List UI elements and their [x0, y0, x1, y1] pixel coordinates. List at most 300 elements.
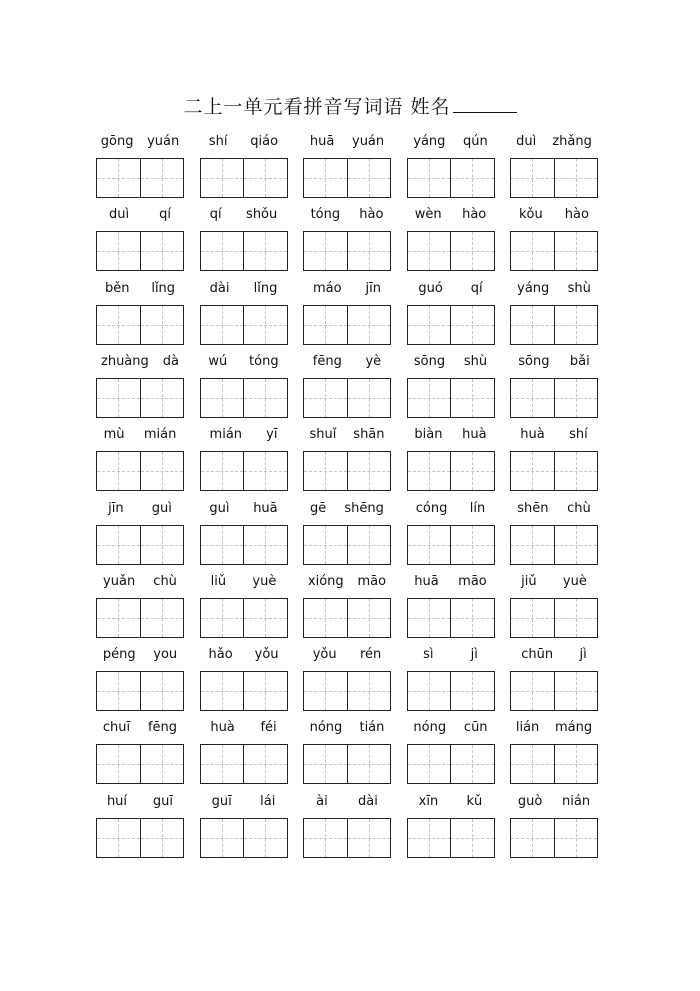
tianzige-box-pair — [407, 598, 495, 638]
word-item — [301, 647, 393, 717]
tianzige-box-pair — [200, 231, 288, 271]
word-item — [405, 354, 497, 424]
tianzige-box-pair — [407, 818, 495, 858]
tianzige-box[interactable] — [97, 745, 140, 783]
word-item — [94, 501, 186, 571]
tianzige-box[interactable] — [97, 379, 140, 417]
word-item — [198, 207, 290, 277]
tianzige-box[interactable] — [140, 672, 184, 710]
tianzige-box[interactable] — [408, 672, 451, 710]
pinyin-syllable: yáng — [413, 134, 446, 149]
pinyin-label — [301, 501, 393, 519]
tianzige-box[interactable] — [201, 819, 244, 857]
word-row — [94, 281, 602, 351]
tianzige-box[interactable] — [140, 232, 184, 270]
tianzige-box[interactable] — [243, 672, 287, 710]
tianzige-box-pair — [510, 158, 598, 198]
word-item — [94, 427, 186, 497]
tianzige-box[interactable] — [450, 452, 494, 490]
pinyin-syllable: máng — [555, 720, 593, 736]
pinyin-label — [508, 281, 600, 299]
tianzige-box[interactable] — [304, 819, 347, 857]
tianzige-box[interactable] — [511, 819, 554, 857]
word-item — [405, 427, 497, 497]
pinyin-syllable: chù — [567, 500, 591, 516]
tianzige-box[interactable] — [408, 159, 451, 197]
pinyin-label — [405, 427, 497, 445]
tianzige-box[interactable] — [97, 232, 140, 270]
tianzige-box[interactable] — [140, 819, 184, 857]
tianzige-box[interactable] — [140, 745, 184, 783]
word-item — [94, 354, 186, 424]
tianzige-box[interactable] — [201, 379, 244, 417]
pinyin-syllable: féi — [260, 720, 277, 736]
pinyin-syllable: huà — [462, 427, 487, 443]
tianzige-box[interactable] — [97, 526, 140, 564]
tianzige-box[interactable] — [140, 306, 184, 344]
tianzige-box[interactable] — [554, 379, 598, 417]
pinyin-syllable: shān — [353, 427, 385, 443]
tianzige-box[interactable] — [554, 745, 598, 783]
tianzige-box-pair — [407, 158, 495, 198]
pinyin-label — [508, 720, 600, 738]
word-item — [198, 281, 290, 351]
pinyin-label — [301, 574, 393, 592]
tianzige-box-pair — [200, 451, 288, 491]
tianzige-box[interactable] — [511, 745, 554, 783]
tianzige-box[interactable] — [243, 526, 287, 564]
word-row — [94, 794, 602, 864]
word-item — [94, 720, 186, 790]
tianzige-box[interactable] — [97, 159, 140, 197]
tianzige-box-pair — [510, 525, 598, 565]
word-item — [508, 134, 600, 204]
tianzige-box[interactable] — [347, 745, 391, 783]
pinyin-syllable: jì — [470, 647, 478, 663]
pinyin-syllable: dài — [209, 280, 230, 296]
pinyin-syllable: hào — [359, 207, 384, 223]
tianzige-box-pair — [96, 158, 184, 198]
pinyin-syllable: tóng — [310, 207, 341, 223]
tianzige-box[interactable] — [304, 745, 347, 783]
pinyin-label — [94, 354, 186, 372]
tianzige-box-pair — [510, 305, 598, 345]
pinyin-syllable: huà — [520, 427, 545, 443]
pinyin-syllable: shí — [208, 134, 228, 149]
pinyin-label — [301, 354, 393, 372]
pinyin-syllable: hào — [462, 207, 487, 223]
word-item — [508, 207, 600, 277]
word-item — [301, 427, 393, 497]
pinyin-label — [508, 574, 600, 592]
pinyin-syllable: kǔ — [466, 793, 483, 809]
word-item — [94, 574, 186, 644]
tianzige-box[interactable] — [511, 306, 554, 344]
tianzige-box[interactable] — [201, 306, 244, 344]
pinyin-syllable: huí — [106, 793, 128, 809]
word-item — [508, 354, 600, 424]
tianzige-box[interactable] — [347, 452, 391, 490]
tianzige-box[interactable] — [243, 379, 287, 417]
pinyin-syllable: sōng — [518, 353, 550, 369]
tianzige-box[interactable] — [511, 452, 554, 490]
pinyin-syllable: qí — [159, 207, 171, 223]
pinyin-label — [508, 134, 600, 152]
pinyin-syllable: qún — [462, 134, 488, 149]
tianzige-box-pair — [407, 305, 495, 345]
tianzige-box[interactable] — [304, 526, 347, 564]
pinyin-label — [198, 574, 290, 592]
tianzige-box[interactable] — [140, 599, 184, 637]
pinyin-label — [198, 427, 290, 445]
tianzige-box[interactable] — [450, 379, 494, 417]
pinyin-syllable: wú — [208, 353, 228, 369]
tianzige-box[interactable] — [140, 526, 184, 564]
pinyin-syllable: jīn — [365, 280, 382, 296]
word-item — [508, 647, 600, 717]
pinyin-label — [301, 207, 393, 225]
tianzige-box-pair — [303, 158, 391, 198]
word-item — [405, 134, 497, 204]
tianzige-box[interactable] — [450, 306, 494, 344]
pinyin-syllable: huā — [253, 500, 278, 516]
word-item — [405, 281, 497, 351]
tianzige-box[interactable] — [450, 526, 494, 564]
tianzige-box[interactable] — [408, 745, 451, 783]
pinyin-syllable: yī — [266, 427, 278, 443]
word-item — [301, 134, 393, 204]
pinyin-label — [198, 501, 290, 519]
pinyin-syllable: kǒu — [519, 207, 543, 223]
tianzige-box[interactable] — [304, 672, 347, 710]
pinyin-label — [301, 720, 393, 738]
word-item — [198, 501, 290, 571]
tianzige-box[interactable] — [97, 672, 140, 710]
tianzige-box[interactable] — [408, 526, 451, 564]
tianzige-box[interactable] — [201, 599, 244, 637]
pinyin-syllable: guì — [209, 500, 230, 516]
pinyin-syllable: you — [153, 647, 178, 663]
pinyin-syllable: hào — [564, 207, 589, 223]
tianzige-box[interactable] — [450, 159, 494, 197]
pinyin-syllable: mù — [103, 427, 125, 443]
tianzige-box[interactable] — [554, 232, 598, 270]
pinyin-syllable: guó — [418, 280, 443, 296]
pinyin-syllable: cóng — [415, 500, 448, 516]
tianzige-box[interactable] — [201, 452, 244, 490]
pinyin-syllable: hǎo — [208, 647, 233, 663]
pinyin-syllable: qí — [209, 207, 222, 223]
tianzige-box[interactable] — [408, 599, 451, 637]
tianzige-box[interactable] — [201, 745, 244, 783]
tianzige-box-pair — [407, 378, 495, 418]
tianzige-box[interactable] — [243, 452, 287, 490]
pinyin-label — [94, 720, 186, 738]
pinyin-syllable: sì — [423, 647, 434, 663]
tianzige-box[interactable] — [554, 526, 598, 564]
pinyin-syllable: dà — [162, 353, 179, 369]
tianzige-box[interactable] — [140, 159, 184, 197]
tianzige-box[interactable] — [450, 672, 494, 710]
tianzige-box-pair — [96, 231, 184, 271]
tianzige-box[interactable] — [554, 819, 598, 857]
tianzige-box-pair — [303, 378, 391, 418]
pinyin-syllable: yáng — [517, 280, 550, 296]
pinyin-syllable: huā — [414, 573, 439, 589]
tianzige-box[interactable] — [347, 599, 391, 637]
tianzige-box-pair — [96, 378, 184, 418]
tianzige-box[interactable] — [347, 819, 391, 857]
pinyin-syllable: gōng — [100, 134, 134, 149]
pinyin-syllable: shǒu — [246, 207, 278, 223]
title-text: 二上一单元看拼音写词语 姓名 — [183, 96, 451, 118]
word-item — [198, 134, 290, 204]
word-row — [94, 501, 602, 571]
tianzige-box-pair — [510, 598, 598, 638]
pinyin-syllable: sōng — [413, 353, 446, 369]
word-item — [94, 207, 186, 277]
tianzige-box-pair — [96, 525, 184, 565]
tianzige-box[interactable] — [347, 306, 391, 344]
tianzige-box[interactable] — [97, 819, 140, 857]
tianzige-box[interactable] — [511, 159, 554, 197]
pinyin-label — [405, 574, 497, 592]
pinyin-syllable: qí — [470, 280, 483, 296]
tianzige-box[interactable] — [201, 526, 244, 564]
pinyin-syllable: xióng — [307, 573, 344, 589]
pinyin-label — [508, 427, 600, 445]
tianzige-box[interactable] — [243, 159, 287, 197]
tianzige-box[interactable] — [511, 232, 554, 270]
pinyin-syllable: duì — [109, 207, 130, 223]
tianzige-box-pair — [200, 305, 288, 345]
pinyin-label — [198, 794, 290, 812]
pinyin-syllable: mián — [143, 427, 177, 443]
word-item — [301, 501, 393, 571]
pinyin-syllable: yuè — [562, 573, 587, 589]
word-item — [198, 354, 290, 424]
word-item — [94, 794, 186, 864]
word-item — [508, 720, 600, 790]
tianzige-box[interactable] — [97, 599, 140, 637]
word-item — [301, 281, 393, 351]
pinyin-syllable: rén — [360, 647, 382, 663]
pinyin-syllable: shēn — [517, 500, 549, 516]
pinyin-syllable: guī — [152, 793, 174, 809]
tianzige-box-pair — [200, 671, 288, 711]
tianzige-box[interactable] — [554, 599, 598, 637]
tianzige-box[interactable] — [511, 379, 554, 417]
pinyin-label — [405, 647, 497, 665]
word-item — [405, 720, 497, 790]
tianzige-box[interactable] — [347, 232, 391, 270]
tianzige-box-pair — [407, 525, 495, 565]
tianzige-box[interactable] — [408, 232, 451, 270]
tianzige-box-pair — [510, 378, 598, 418]
pinyin-label — [198, 354, 290, 372]
pinyin-syllable: mián — [209, 427, 243, 443]
pinyin-label — [198, 281, 290, 299]
tianzige-box[interactable] — [201, 159, 244, 197]
pinyin-syllable: shí — [569, 427, 588, 443]
tianzige-box[interactable] — [554, 159, 598, 197]
tianzige-box[interactable] — [304, 159, 347, 197]
tianzige-box[interactable] — [97, 306, 140, 344]
pinyin-syllable: duì — [516, 134, 537, 149]
tianzige-box[interactable] — [347, 379, 391, 417]
tianzige-box[interactable] — [408, 379, 451, 417]
tianzige-box[interactable] — [554, 306, 598, 344]
pinyin-label — [198, 207, 290, 225]
tianzige-box[interactable] — [304, 232, 347, 270]
tianzige-box[interactable] — [201, 232, 244, 270]
pinyin-label — [405, 501, 497, 519]
word-row — [94, 427, 602, 497]
tianzige-box[interactable] — [243, 232, 287, 270]
tianzige-box[interactable] — [450, 599, 494, 637]
tianzige-box[interactable] — [243, 599, 287, 637]
pinyin-syllable: dài — [358, 793, 378, 809]
tianzige-box[interactable] — [450, 745, 494, 783]
pinyin-label — [405, 794, 497, 812]
pinyin-syllable: bǎi — [569, 353, 590, 369]
tianzige-box-pair — [407, 671, 495, 711]
pinyin-syllable: nóng — [413, 720, 447, 736]
pinyin-syllable: lǐng — [253, 280, 278, 296]
pinyin-label — [198, 134, 290, 152]
tianzige-box[interactable] — [554, 452, 598, 490]
pinyin-label — [94, 207, 186, 225]
pinyin-syllable: nóng — [309, 720, 343, 736]
word-item — [198, 647, 290, 717]
pinyin-label — [301, 794, 393, 812]
pinyin-label — [94, 427, 186, 445]
tianzige-box[interactable] — [450, 819, 494, 857]
pinyin-syllable: yè — [365, 353, 382, 369]
tianzige-box-pair — [96, 305, 184, 345]
pinyin-label — [405, 354, 497, 372]
pinyin-label — [94, 794, 186, 812]
pinyin-syllable: guì — [151, 500, 172, 516]
pinyin-label — [94, 501, 186, 519]
tianzige-box-pair — [200, 525, 288, 565]
tianzige-box-pair — [303, 525, 391, 565]
word-item — [405, 794, 497, 864]
word-item — [198, 794, 290, 864]
pinyin-syllable: chuī — [102, 720, 131, 736]
pinyin-syllable: tóng — [249, 353, 279, 369]
pinyin-syllable: lín — [469, 500, 486, 516]
tianzige-box[interactable] — [243, 745, 287, 783]
word-row — [94, 354, 602, 424]
tianzige-box[interactable] — [511, 599, 554, 637]
pinyin-label — [508, 354, 600, 372]
tianzige-box[interactable] — [408, 306, 451, 344]
tianzige-box-pair — [96, 451, 184, 491]
pinyin-syllable: tián — [359, 720, 385, 736]
tianzige-box-pair — [303, 305, 391, 345]
tianzige-box[interactable] — [97, 452, 140, 490]
tianzige-box[interactable] — [140, 452, 184, 490]
pinyin-label — [198, 647, 290, 665]
pinyin-syllable: huà — [210, 720, 235, 736]
pinyin-syllable: běn — [104, 280, 130, 296]
pinyin-label — [405, 281, 497, 299]
word-item — [198, 574, 290, 644]
pinyin-label — [94, 281, 186, 299]
pinyin-label — [94, 647, 186, 665]
tianzige-box[interactable] — [511, 526, 554, 564]
word-row — [94, 647, 602, 717]
pinyin-syllable: yuè — [252, 573, 277, 589]
pinyin-label — [94, 134, 186, 152]
pinyin-syllable: lái — [260, 793, 276, 809]
word-item — [405, 207, 497, 277]
pinyin-syllable: jīn — [108, 500, 124, 516]
pinyin-syllable: nián — [562, 793, 591, 809]
tianzige-box[interactable] — [201, 672, 244, 710]
worksheet-title — [0, 92, 700, 119]
tianzige-box-pair — [510, 451, 598, 491]
pinyin-label — [508, 794, 600, 812]
pinyin-syllable: zhuàng — [101, 353, 149, 369]
tianzige-box[interactable] — [243, 306, 287, 344]
pinyin-label — [301, 134, 393, 152]
word-row — [94, 134, 602, 204]
word-item — [508, 794, 600, 864]
pinyin-syllable: wèn — [414, 207, 442, 223]
pinyin-label — [508, 647, 600, 665]
pinyin-label — [301, 281, 393, 299]
pinyin-syllable: jiǔ — [521, 573, 537, 589]
tianzige-box-pair — [303, 744, 391, 784]
tianzige-box[interactable] — [304, 306, 347, 344]
word-item — [508, 281, 600, 351]
word-item — [94, 134, 186, 204]
tianzige-box[interactable] — [450, 232, 494, 270]
pinyin-syllable: gē — [310, 500, 327, 516]
pinyin-syllable: yǒu — [312, 647, 337, 663]
pinyin-syllable: yǒu — [254, 647, 279, 663]
tianzige-box-pair — [407, 231, 495, 271]
tianzige-box[interactable] — [408, 452, 451, 490]
tianzige-box[interactable] — [347, 159, 391, 197]
tianzige-box[interactable] — [511, 672, 554, 710]
pinyin-label — [405, 207, 497, 225]
word-item — [94, 647, 186, 717]
tianzige-box-pair — [303, 671, 391, 711]
tianzige-box[interactable] — [408, 819, 451, 857]
pinyin-syllable: shù — [463, 353, 488, 369]
pinyin-syllable: huā — [309, 134, 335, 149]
pinyin-syllable: péng — [102, 647, 136, 663]
pinyin-syllable: liǔ — [210, 573, 227, 589]
tianzige-box[interactable] — [304, 379, 347, 417]
name-blank-line[interactable] — [453, 95, 517, 113]
tianzige-box[interactable] — [347, 526, 391, 564]
tianzige-box[interactable] — [140, 379, 184, 417]
tianzige-box[interactable] — [304, 452, 347, 490]
tianzige-box-pair — [303, 451, 391, 491]
tianzige-box[interactable] — [304, 599, 347, 637]
pinyin-syllable: cūn — [463, 720, 488, 736]
pinyin-syllable: guī — [211, 793, 232, 809]
word-item — [94, 281, 186, 351]
pinyin-label — [94, 574, 186, 592]
tianzige-box[interactable] — [554, 672, 598, 710]
tianzige-box[interactable] — [347, 672, 391, 710]
tianzige-box[interactable] — [243, 819, 287, 857]
